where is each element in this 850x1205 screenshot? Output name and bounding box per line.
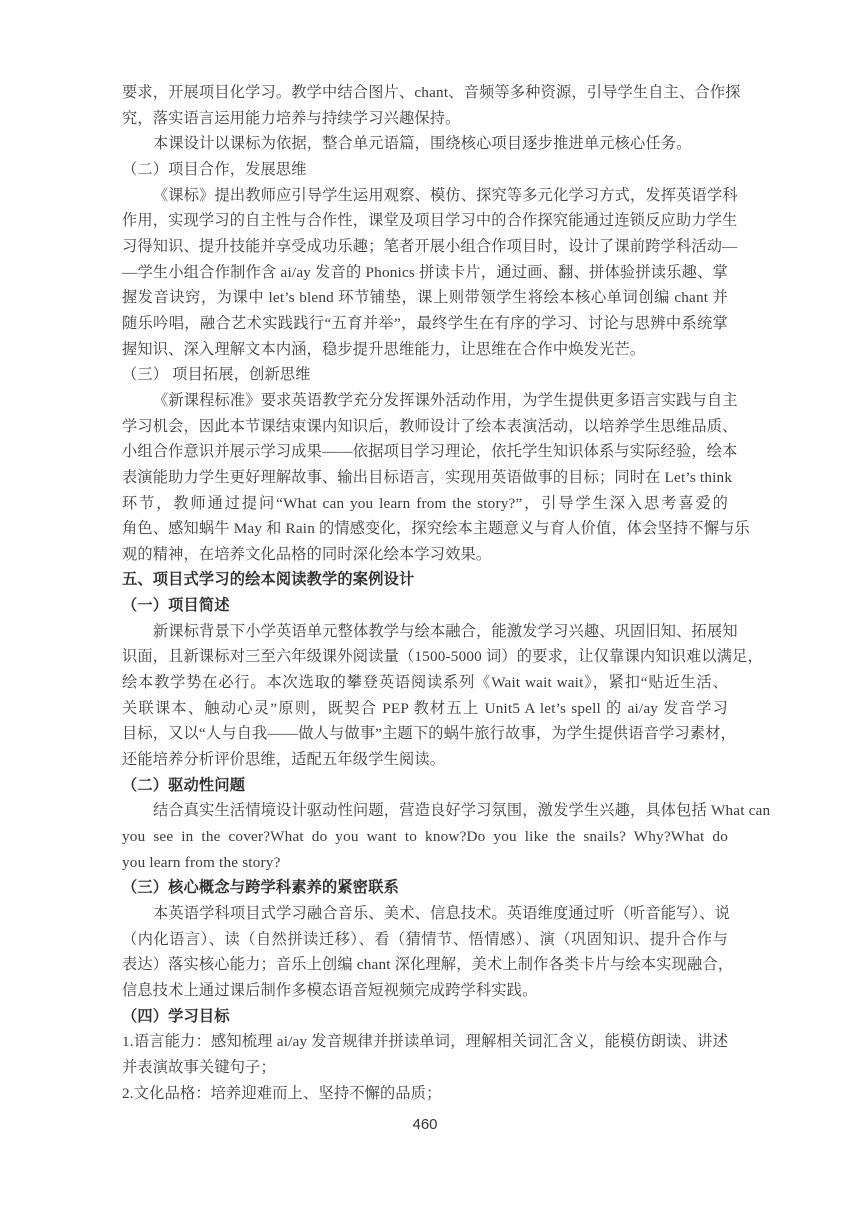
text-line: （三） 项目拓展，创新思维 [122,366,311,384]
page-number: 460 [412,1116,438,1133]
text-line: 还能培养分析评价思维，适配五年级学生阅读。 [122,751,446,769]
text-line: 握发音诀窍，为课中 let’s blend 环节铺垫，课上则带领学生将绘本核心单词创编 chant 并 [122,289,728,307]
text-line: —学生小组合作制作含 ai/ay 发音的 Phonics 拼读卡片，通过画、翻、拼体验拼读乐趣、掌 [122,263,728,281]
text-line: 作用，实现学习的自主性与合作性，课堂及项目学习中的合作探究能通过连锁反应助力学生 [122,212,738,230]
heading-line: 五、项目式学习的绘本阅读教学的案例设计 [122,571,415,589]
text-line: 要求，开展项目化学习。教学中结合图片、chant、音频等多种资源，引导学生自主、合作探 [122,84,741,101]
text-line: 并表演故事关键句子； [122,1058,276,1076]
heading-line: （三）核心概念与跨学科素养的紧密联系 [122,879,399,897]
text-line: 2.文化品格：培养迎难而上、坚持不懈的品质； [122,1084,442,1102]
text-line: 握知识、深入理解文本内涵，稳步提升思维能力，让思维在合作中焕发光芒。 [122,340,646,358]
text-line: 观的精神，在培养文化品格的同时深化绘本学习效果。 [122,545,492,563]
heading-line: （四）学习目标 [122,1007,230,1025]
text-line: 环节，教师通过提问“What can you learn from the story?”，引导学生深入思考喜爱的 [122,494,728,512]
text-line: 新课标背景下小学英语单元整体教学与绘本融合，能激发学习兴趣、巩固旧知、拓展知 [153,622,738,640]
text-line: 表达）落实核心能力；音乐上创编 chant 深化理解，美术上制作各类卡片与绘本实现融合， [122,956,734,974]
text-line: 习得知识、提升技能并享受成功乐趣；笔者开展小组合作项目时，设计了课前跨学科活动— [122,237,738,255]
heading-line: （一）项目简述 [122,597,230,615]
text-line: 结合真实生活情境设计驱动性问题，营造良好学习氛围，激发学生兴趣，具体包括 What can [153,802,771,820]
text-line: 绘本教学势在必行。本次选取的攀登英语阅读系列《Wait wait wait》，紧扣“贴近生活、 [122,674,728,692]
text-line: （内化语言）、读（自然拼读迁移）、看（猜情节、悟情感）、演（巩固知识、提升合作与 [122,930,728,948]
text-line: 识面，且新课标对三至六年级课外阅读量（1500-5000 词）的要求，让仅靠课内知识难以满足， [122,648,763,666]
document-body [122,80,771,1106]
text-line: 究，落实语言运用能力培养与持续学习兴趣保持。 [122,109,461,127]
text-line: 表演能助力学生更好理解故事、输出目标语言，实现用英语做事的目标；同时在 Let’s think [122,468,733,486]
text-line: 《课标》提出教师应引导学生运用观察、模仿、探究等多元化学习方式，发挥英语学科 [153,186,738,204]
heading-line: （二）驱动性问题 [122,776,246,794]
text-line: 《新课程标准》要求英语教学充分发挥课外活动作用，为学生提供更多语言实践与自主 [153,391,738,409]
text-line: 目标，又以“人与自我——做人与做事”主题下的蜗牛旅行故事，为学生提供语音学习素材， [122,725,736,743]
text-line: 角色、感知蜗牛 May 和 Rain 的情感变化，探究绘本主题意义与育人价值，体会坚持不懈与乐 [122,520,750,538]
text-line: 学习机会，因此本节课结束课内知识后，教师设计了绘本表演活动，以培养学生思维品质、 [122,417,738,435]
text-line: 小组合作意识并展示学习成果——依据项目学习理论，依托学生知识体系与实际经验，绘本 [122,443,738,461]
text-line: 本英语学科项目式学习融合音乐、美术、信息技术。英语维度通过听（听音能写）、说 [153,905,731,922]
text-line: 随乐吟唱，融合艺术实践践行“五育并举”，最终学生在有序的学习、讨论与思辨中系统掌 [122,314,728,332]
text-line: 信息技术上通过课后制作多模态语音短视频完成跨学科实践。 [122,981,538,999]
text-line: 1.语言能力：感知梳理 ai/ay 发音规律并拼读单词，理解相关词汇含义，能模仿朗读、讲述 [122,1033,728,1051]
text-line: 关联课本、触动心灵”原则，既契合 PEP 教材五上 Unit5 A let’s spell 的 ai/ay 发音学习 [122,699,728,717]
text-line: 本课设计以课标为依据，整合单元语篇，围绕核心项目逐步推进单元核心任务。 [153,135,692,153]
text-line: you learn from the story? [122,853,281,871]
text-line: you see in the cover?What do you want to know?Do you like the snails? Why?What do [122,828,728,846]
text-line: （二）项目合作，发展思维 [122,160,307,178]
